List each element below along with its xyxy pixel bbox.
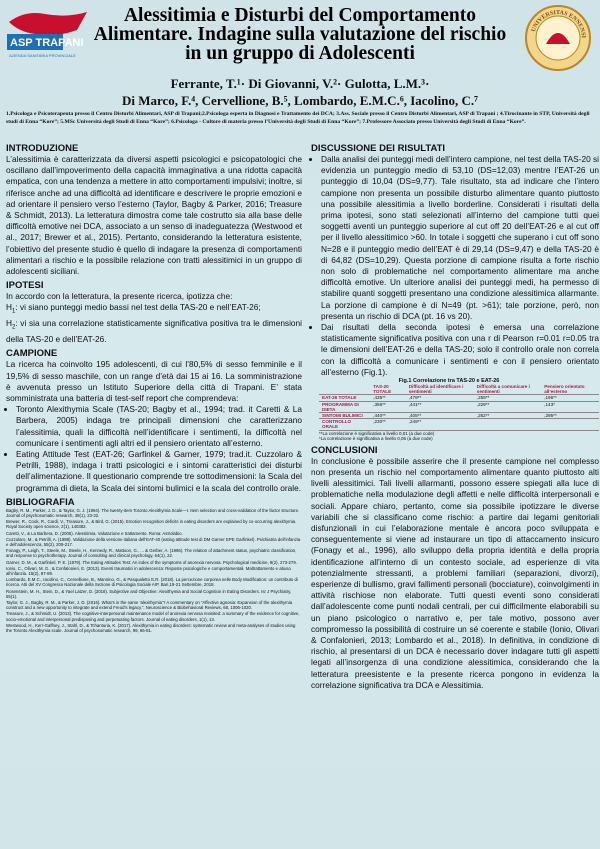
list-item: • Dalla analisi dei punteggi medi dell’intero campione, nel test della TAS-20 si evidenzia un punteggio medio di 53,10 (DS=12,03) mentre l’EAT-26 un punteggio di 10,04 (DS=9,77). Tale risultato, sta ad indicare che l’intero campione non presenta un possibile disturbo alimentare quanto piuttosto una possibile alessitimia a livello borderline. Considerati i risultati della prima ipotesi, sono stati selezionati all’interno del campione tutti quei soggetti aventi un punteggio superiore al cut off 20 dell’EAT-26 e al cut off per il livello alessitimico >60. In totale i soggetti che superano i cut off sono N=28 e il punteggio medio dell’EAT è di 29,14 (DS=9,47) e della TAS-20 è di 64,82 (DS=10,29). Questa porzione di campione risulta a forte rischio non solo di problematiche nel comportamento alimentare ma anche difficoltà emotive. Un ulteriore analisi dei punteggi medi, ha permesso di stabilire quanti soggetti presentano una condizione alessitimica allarmante. La porzione di campione è di N=49 (pt. >61); tale porzione, però, non presenta un rischio di DCA (pt. 16 vs 20). — [321, 154, 599, 322]
table-cell: ,441** — [406, 401, 474, 412]
campione-list — [6, 404, 302, 494]
bibliography-entry: Fonagy, P., Leigh, T., Steele, M., Steele, H., Kennedy, R., Mattoon, G., ... & Gerber, A. (1996). The relation of attachment status, psychiatric classification, and response to psychotherapy. Journal of consulting and clinical psychology, 64(1), 22. — [6, 548, 297, 559]
table-row-label: PROGRAMMA DI DIETA — [319, 401, 370, 412]
table-cell — [541, 419, 599, 430]
table-row-label: SINTOMI BULIMICI — [319, 413, 370, 419]
bibliography-entry: Brewer, R., Cook, R., Cardi, V., Treasure, J., & Bird, G. (2015). Emotion recognition deficits in eating disorders are explained by co-occurring alexithymia. Royal Society open science, 2(1), 140382. — [6, 519, 297, 530]
table-caption: Fig.1 Correlazione tra TAS-20 e EAT-26 — [398, 378, 500, 385]
right-column — [311, 143, 599, 691]
bibliography-entry: Ionio, C., Olivari, M. G., & Confalonieri, E. (2013). Eventi traumatici in adolescenza: Risposte psicologiche e comportamentali. Maltrattamento e abuso all’infanzia. 15(2), 87-89. — [6, 565, 291, 577]
conclusioni-text: In conclusione è possibile asserire che il presente campione nel complesso non presenta un rischio nel comportamento alimentare quanto piuttosto alti livelli alessitimici. Tali livelli allarmanti, possono essere spiegati alla luce di problematiche nella modulazione degli affetti e nelle difficoltà interpersonali e sociali. Appare chiaro, pertanto, come sia possibile ipotizzare le diverse variabili che si classificano come rischio: a partire dai legami genitoriali disfunzionali in cui l’elaborazione mentale è ancora poco sviluppata e conseguentemente si viene ad instaurare un tipo di attaccamento insicuro (Fonagy et al., 1996), allo sviluppo della propria identità e della propria identificazione all’interno di un contesto sociale, ad esperienze di vita potenzialmente stressanti, a problemi familiari (separazioni, divorzi), esperienze di bullismo, gravi fallimenti personali (bocciature), coinvolgimenti in attività rischiose non elaborate. Tutti questi eventi sono considerati dall’adolescente come punti nodali centrali, per cui difficilmente elaborabili su un piano psicologico o narrativo e, per tale motivo, possono aver compromesso la possibilità di costruire un sé coerente e stabile (Ionio, Olivari & Confalonieri, 2013; Lombardo et al., 2018). In definitiva, in condizione di rischio, al presentarsi di un DCA è necessario dover indagare tutti gli aspetti legati all’insorgenza di una condizione alessitimica, considerando che la letteratura preesistente e la presente ricerca pongono in evidenza la correlazione significativa tra DCA e Alessitimia. — [311, 455, 599, 690]
hypothesis-1: $H_1$: vi siano punteggi medio bassi nel test della TAS-20 e nell’EAT-26; — [6, 302, 261, 316]
table-header-cell: Difficoltà a comunicare i sentimenti — [474, 384, 541, 395]
table-cell — [474, 419, 541, 430]
table-cell: ,259** — [474, 395, 541, 401]
poster-header — [0, 0, 600, 140]
table-row-label: CONTROLLO ORALE — [319, 419, 370, 430]
discussione-list — [311, 154, 599, 378]
intro-text: L’alessitimia è caratterizzata da diversi aspetti psicologici e psicopatologici che oscillano dall’impoverimento della capacità immaginativa a una ridotta capacità empatica, con una tendenza a mettere in atto comportamenti impulsivi; inoltre, si riferisce anche ad una difficoltà ad identificare e descrivere le proprie emozioni e ad orientare il pensiero verso l’esterno (Taylor, Bagby & Parker, 2016; Treasure & Schmidt, 2013). La letteratura dimostra come tale costrutto sia alla base delle difficoltà emotive nei DCA, associato a un senso di inadeguatezza (Westwood et al., 2017; Brewer et al., 2015). Pertanto, considerando la letteratura esistente, l’obiettivo del presente studio è quello di indagare la presenza di comportamenti alimentari a rischio e la possibile relazione con tratti alessitimici in un gruppo di adolescenti siciliani. — [6, 154, 302, 277]
bibliography-entry: Westwood, H., Kerr-Gaffney, J., Stahl, D., & Tchanturia, K. (2017). Alexithymia in eating disorders: systematic review and meta-analyses of studies using the Toronto Alexithymia scale. Journal of psychosomatic research, 99, 66-81. — [6, 622, 296, 634]
authors — [80, 75, 520, 109]
bibliography-entry: Cuzzolaro, M., & Petrilli, A. (1988). Validazione della versione italiana dell’EAT-40 (eating attitude test di DM Garner EPE Garfinkel). Psichiatria dell’infanzia e dell’adolescenza, 55(2), 209-217. — [6, 536, 301, 548]
table-cell: ,230** — [370, 419, 406, 430]
ipotesi-heading: IPOTESI — [6, 280, 44, 292]
asp-trapani-logo — [5, 8, 97, 62]
table-header-row — [319, 384, 599, 395]
table-cell: ,386** — [370, 401, 406, 412]
affiliations: 1.Psicologa e Psicoterapeuta presso il Centro Disturbi Alimentari, ASP di Trapani;2.Psicologa esperta in Diagnosi e Trattamento dei DCA; 3.Ass. Sociale presso il Centro Disturbi Alimentari, ASP di Trapani ; 4.Tirocinante in STP, Università degli studi di Enna “Kore”; 5.MSc Università degli Studi di Enna “Kore”; 6.Psicologa - Cultore di materia presso l’Università degli Studi di Enna “Kore”; 7.Professore Associato presso Università degli Studi di Enna “Kore”. — [6, 111, 590, 125]
bibliography-list — [6, 508, 302, 633]
campione-heading: CAMPIONE — [6, 348, 58, 360]
table-header-cell: Pensiero orientato all’esterno — [541, 384, 599, 395]
table-cell: ,143* — [541, 401, 599, 412]
university-kore-logo — [524, 4, 592, 72]
table-cell: ,440** — [370, 413, 406, 419]
intro-heading: INTRODUZIONE — [6, 143, 79, 154]
table-cell: ,405** — [406, 413, 474, 419]
correlation-table — [319, 384, 599, 431]
bibliography-entry: Taylor, G. J., Bagby, R. M., & Parker, J. D. (2016). What’s in the name ‘alexithymia’? A commentary on “Affective agnosia: Expansion of the alexithymia construct and a new opportunity to integrate and extend Freud’s legacy.”. Neuroscience & Biobehavioral Reviews, 68, 1006-1020. — [6, 600, 293, 611]
table-row — [319, 401, 599, 412]
poster-title: Alessitimia e Disturbi del Comportamento Alimentare. Indagine sulla valutazione del rischio in un gruppo di Adolescenti — [93, 5, 507, 64]
table-cell: ,196** — [541, 395, 599, 401]
authors-line-1: Ferrante, T.¹· Di Giovanni, V.²· Gulotta, L.M.³· — [170, 76, 430, 91]
authors-line-2: Di Marco, F.⁴, Cervellione, B.⁵, Lombardo, E.M.C.⁶, Iacolino, C.⁷ — [121, 93, 479, 108]
list-item: • Toronto Alexithymia Scale (TAS-20; Bagby et al., 1994; trad. it Caretti & La Barbera, 2005) indaga tre principali dimensioni che caratterizzano l’alessitimia, quali la difficoltà nell’identificare i sentimenti, la difficoltà nel comunicare i sentimenti agli altri ed il pensiero orientato all’esterno. — [16, 404, 302, 449]
bibliography-entry: Rosenstein, M. H., Stein, D., & Yael Latzer, D. (2018). Subjective and Objective: Alexithymia and Social Cognition in Eating Disorders. Isr J Psychiatry, 55(1). — [6, 588, 292, 599]
table-header-cell — [319, 384, 370, 395]
table-header-cell: TAS-20 TOTALE — [370, 384, 406, 395]
conclusioni-heading: CONCLUSIONI — [311, 444, 378, 456]
table-cell: ,479** — [406, 395, 474, 401]
table-cell: ,435** — [370, 395, 406, 401]
list-item: • Eating Attitude Test (EAT-26; Garfinkel & Garner, 1979; trad.it. Cuzzolaro & Petrilli, 1988), indaga i tratti psicologici e i sintomi caratteristici dei disturbi dell’alimentazione. Il questionario comprende tre sottodimensioni: la Scala del programma di dieta, la Scala dei sintomi bulimici e la scala del controllo orale. — [16, 449, 302, 494]
hypothesis-2: $H_2$: vi sia una correlazione statisticamente significativa positiva tra le dimensioni della TAS-20 e dell’EAT-26. — [6, 318, 302, 345]
bibliografia-heading: BIBLIOGRAFIA — [6, 496, 75, 508]
campione-text: La ricerca ha coinvolto 195 adolescenti, di cui l’80,5% di sesso femminile e il 19,5% di sesso maschile, con un range d’età dai 15 ai 16. La somministrazione è avvenuta presso un Istituto Superiore della città di Trapani. E’ stata somministrata una batteria di test-self report che comprendeva: — [6, 359, 302, 403]
table-note-1: **La correlazione è significativa a livello 0,01 (a due code) — [319, 430, 435, 436]
left-column — [6, 143, 302, 634]
bibliography-entry: Treasure, J., & Schmidt, U. (2013). The cognitive-interpersonal maintenance model of anorexia nervosa revisited: a summary of the evidence for cognitive, socio-emotional and interpersonal predisposing and perpetuating factors. Journal of eating disorders, 1(1), 13. — [6, 611, 300, 622]
table-header-cell: Difficoltà ad identificare i sentimenti — [406, 384, 474, 395]
list-item: • Dai risultati della seconda ipotesi è emersa una correlazione statisticamente significativa positiva con una r di Pearson r=0.01 r=0.05 tra le dimensioni dell’EAT-26 e della TAS-20; solo il controllo orale non correla con la difficoltà a comunicare i sentimenti e con il pensiero orientato all’esterno (Fig.1). — [321, 322, 599, 378]
table-note-2: *La correlazione è significativa a livello 0,05 (a due code) — [319, 436, 433, 442]
bibliography-entry: Bagby, R. M., Parker, J. D., & Taylor, G. J. (1994). The twenty-item Toronto Alexithymia Scale—I. Item selection and cross-validation of the factor structure. Journal of psychosomatic research, 38(1), 23-32. — [6, 507, 300, 518]
bibliography-entry: Lombardo, E.M.C., Iacolino, C., Cervellione, B., Mannino, G., & Pasqualetto E.R. (2018). La percezione corporea nelle Body Modification: un contributo di ricerca. Atti del XV Congresso Nazionale della Sezione di Psicologia Sociale AIP, Bari,19-21 Settembre, 2018. — [6, 577, 298, 588]
table-cell: ,229** — [474, 401, 541, 412]
discussione-heading: DISCUSSIONE DEI RISULTATI — [311, 143, 446, 154]
table-cell: ,295** — [541, 413, 599, 419]
asp-logo-subtext: AZIENDA SANITARIA PROVINCIALE — [9, 53, 76, 58]
bibliography-entry: Garner, D. M., & Garfinkel, P. E. (1979). The Eating Attitudes Test: An index of the symptoms of anorexia nervosa. Psychological medicine, 9(2), 273-279. — [6, 559, 297, 565]
table-row — [319, 419, 599, 430]
table-cell: ,262** — [474, 413, 541, 419]
bibliography-entry: Caretti, V., & La Barbera, D. (2005). Alessitimia. Valutazione e trattamento. Roma: Astrolabio. — [6, 530, 183, 536]
asp-logo-text: ASP TRAPANI — [10, 37, 84, 49]
table-row-label: EAT-26 TOTALE — [319, 395, 370, 401]
ipotesi-text: In accordo con la letteratura, la presente ricerca, ipotizza che: — [6, 291, 233, 302]
table-cell: ,249** — [406, 419, 474, 430]
university-logo-text: UNIVERSITAS ENNENSI — [530, 9, 587, 39]
